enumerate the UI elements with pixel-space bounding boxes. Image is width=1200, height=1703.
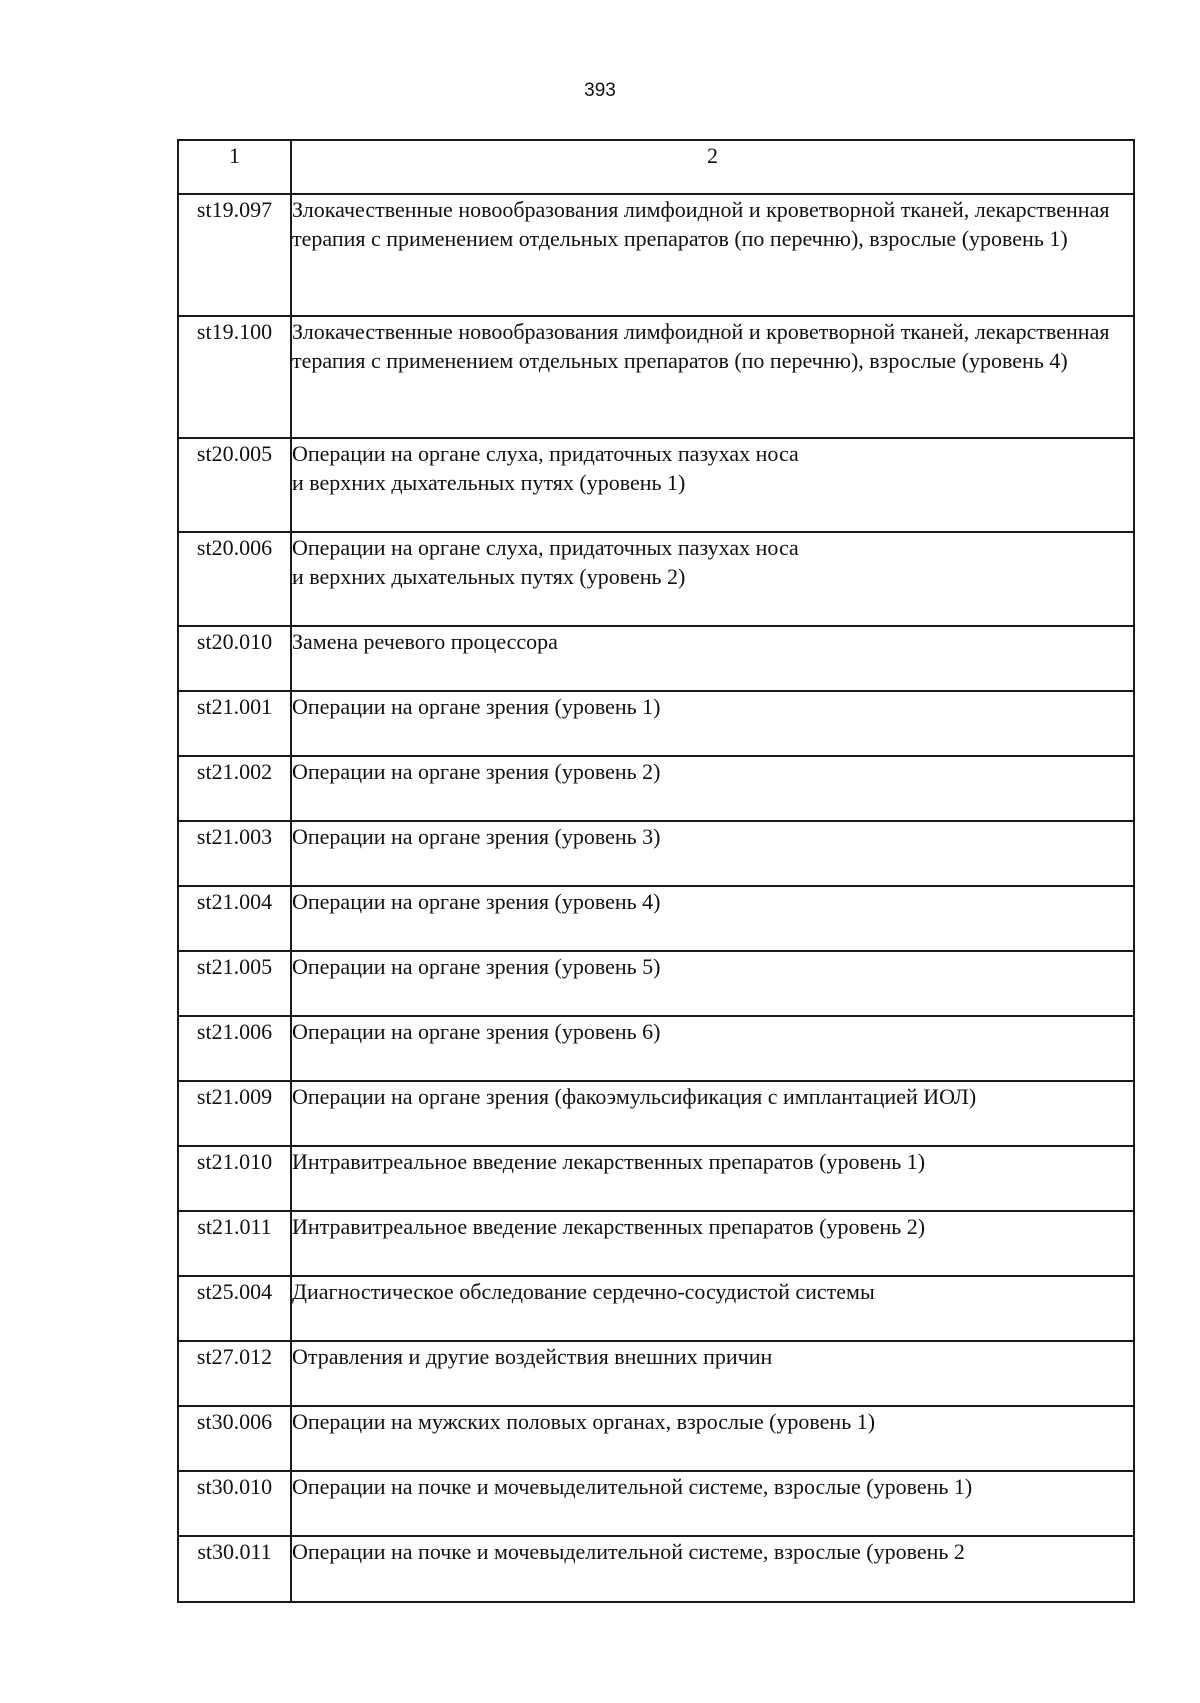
table-row xyxy=(178,1146,1134,1211)
row-description: Операции на органе слуха, придаточных пазухах носа и верхних дыхательных путях (уровень 2) xyxy=(291,532,1134,626)
table-row xyxy=(178,1471,1134,1536)
row-description: Операции на органе слуха, придаточных пазухах носа и верхних дыхательных путях (уровень 1) xyxy=(291,438,1134,532)
row-code: st20.005 xyxy=(178,438,291,532)
row-code: st30.011 xyxy=(178,1536,291,1602)
row-description: Операции на органе зрения (уровень 6) xyxy=(291,1016,1134,1081)
table-row xyxy=(178,1341,1134,1406)
column-header-2: 2 xyxy=(291,140,1134,194)
row-description: Операции на органе зрения (уровень 3) xyxy=(291,821,1134,886)
row-code: st30.006 xyxy=(178,1406,291,1471)
row-description: Интравитреальное введение лекарственных препаратов (уровень 2) xyxy=(291,1211,1134,1276)
table-row xyxy=(178,1276,1134,1341)
page-number: 393 xyxy=(584,80,616,101)
row-description: Отравления и другие воздействия внешних причин xyxy=(291,1341,1134,1406)
row-code: st21.003 xyxy=(178,821,291,886)
table-row xyxy=(178,691,1134,756)
row-code: st19.100 xyxy=(178,316,291,438)
table-row xyxy=(178,626,1134,691)
table-row xyxy=(178,316,1134,438)
table-row xyxy=(178,1016,1134,1081)
table-row xyxy=(178,194,1134,316)
row-code: st21.002 xyxy=(178,756,291,821)
table-row xyxy=(178,886,1134,951)
row-description: Операции на органе зрения (уровень 1) xyxy=(291,691,1134,756)
row-code: st21.001 xyxy=(178,691,291,756)
row-code: st30.010 xyxy=(178,1471,291,1536)
row-code: st27.012 xyxy=(178,1341,291,1406)
row-code: st21.011 xyxy=(178,1211,291,1276)
row-code: st21.004 xyxy=(178,886,291,951)
table-row xyxy=(178,532,1134,626)
row-description: Интравитреальное введение лекарственных препаратов (уровень 1) xyxy=(291,1146,1134,1211)
row-code: st21.010 xyxy=(178,1146,291,1211)
row-code: st20.010 xyxy=(178,626,291,691)
row-code: st25.004 xyxy=(178,1276,291,1341)
row-description: Операции на органе зрения (факоэмульсификация с имплантацией ИОЛ) xyxy=(291,1081,1134,1146)
table-row xyxy=(178,756,1134,821)
row-description: Диагностическое обследование сердечно-сосудистой системы xyxy=(291,1276,1134,1341)
table-row xyxy=(178,438,1134,532)
row-description: Операции на органе зрения (уровень 5) xyxy=(291,951,1134,1016)
row-description: Злокачественные новообразования лимфоидной и кроветворной тканей, лекарственная терапия с применением отдельных препаратов (по перечню), взрослые (уровень 1) xyxy=(291,194,1134,316)
row-code: st21.009 xyxy=(178,1081,291,1146)
row-description: Операции на мужских половых органах, взрослые (уровень 1) xyxy=(291,1406,1134,1471)
row-description: Операции на почке и мочевыделительной системе, взрослые (уровень 1) xyxy=(291,1471,1134,1536)
table-header-row xyxy=(178,140,1134,194)
table-row xyxy=(178,821,1134,886)
row-description: Замена речевого процессора xyxy=(291,626,1134,691)
row-description: Злокачественные новообразования лимфоидной и кроветворной тканей, лекарственная терапия с применением отдельных препаратов (по перечню), взрослые (уровень 4) xyxy=(291,316,1134,438)
table-row xyxy=(178,1536,1134,1602)
table-row xyxy=(178,951,1134,1016)
code-table xyxy=(177,139,1135,1603)
row-code: st20.006 xyxy=(178,532,291,626)
row-description: Операции на органе зрения (уровень 4) xyxy=(291,886,1134,951)
row-description: Операции на органе зрения (уровень 2) xyxy=(291,756,1134,821)
column-header-1: 1 xyxy=(178,140,291,194)
row-code: st21.005 xyxy=(178,951,291,1016)
row-code: st21.006 xyxy=(178,1016,291,1081)
table-row xyxy=(178,1211,1134,1276)
row-description: Операции на почке и мочевыделительной системе, взрослые (уровень 2 xyxy=(291,1536,1134,1602)
table-row xyxy=(178,1081,1134,1146)
row-code: st19.097 xyxy=(178,194,291,316)
table-row xyxy=(178,1406,1134,1471)
